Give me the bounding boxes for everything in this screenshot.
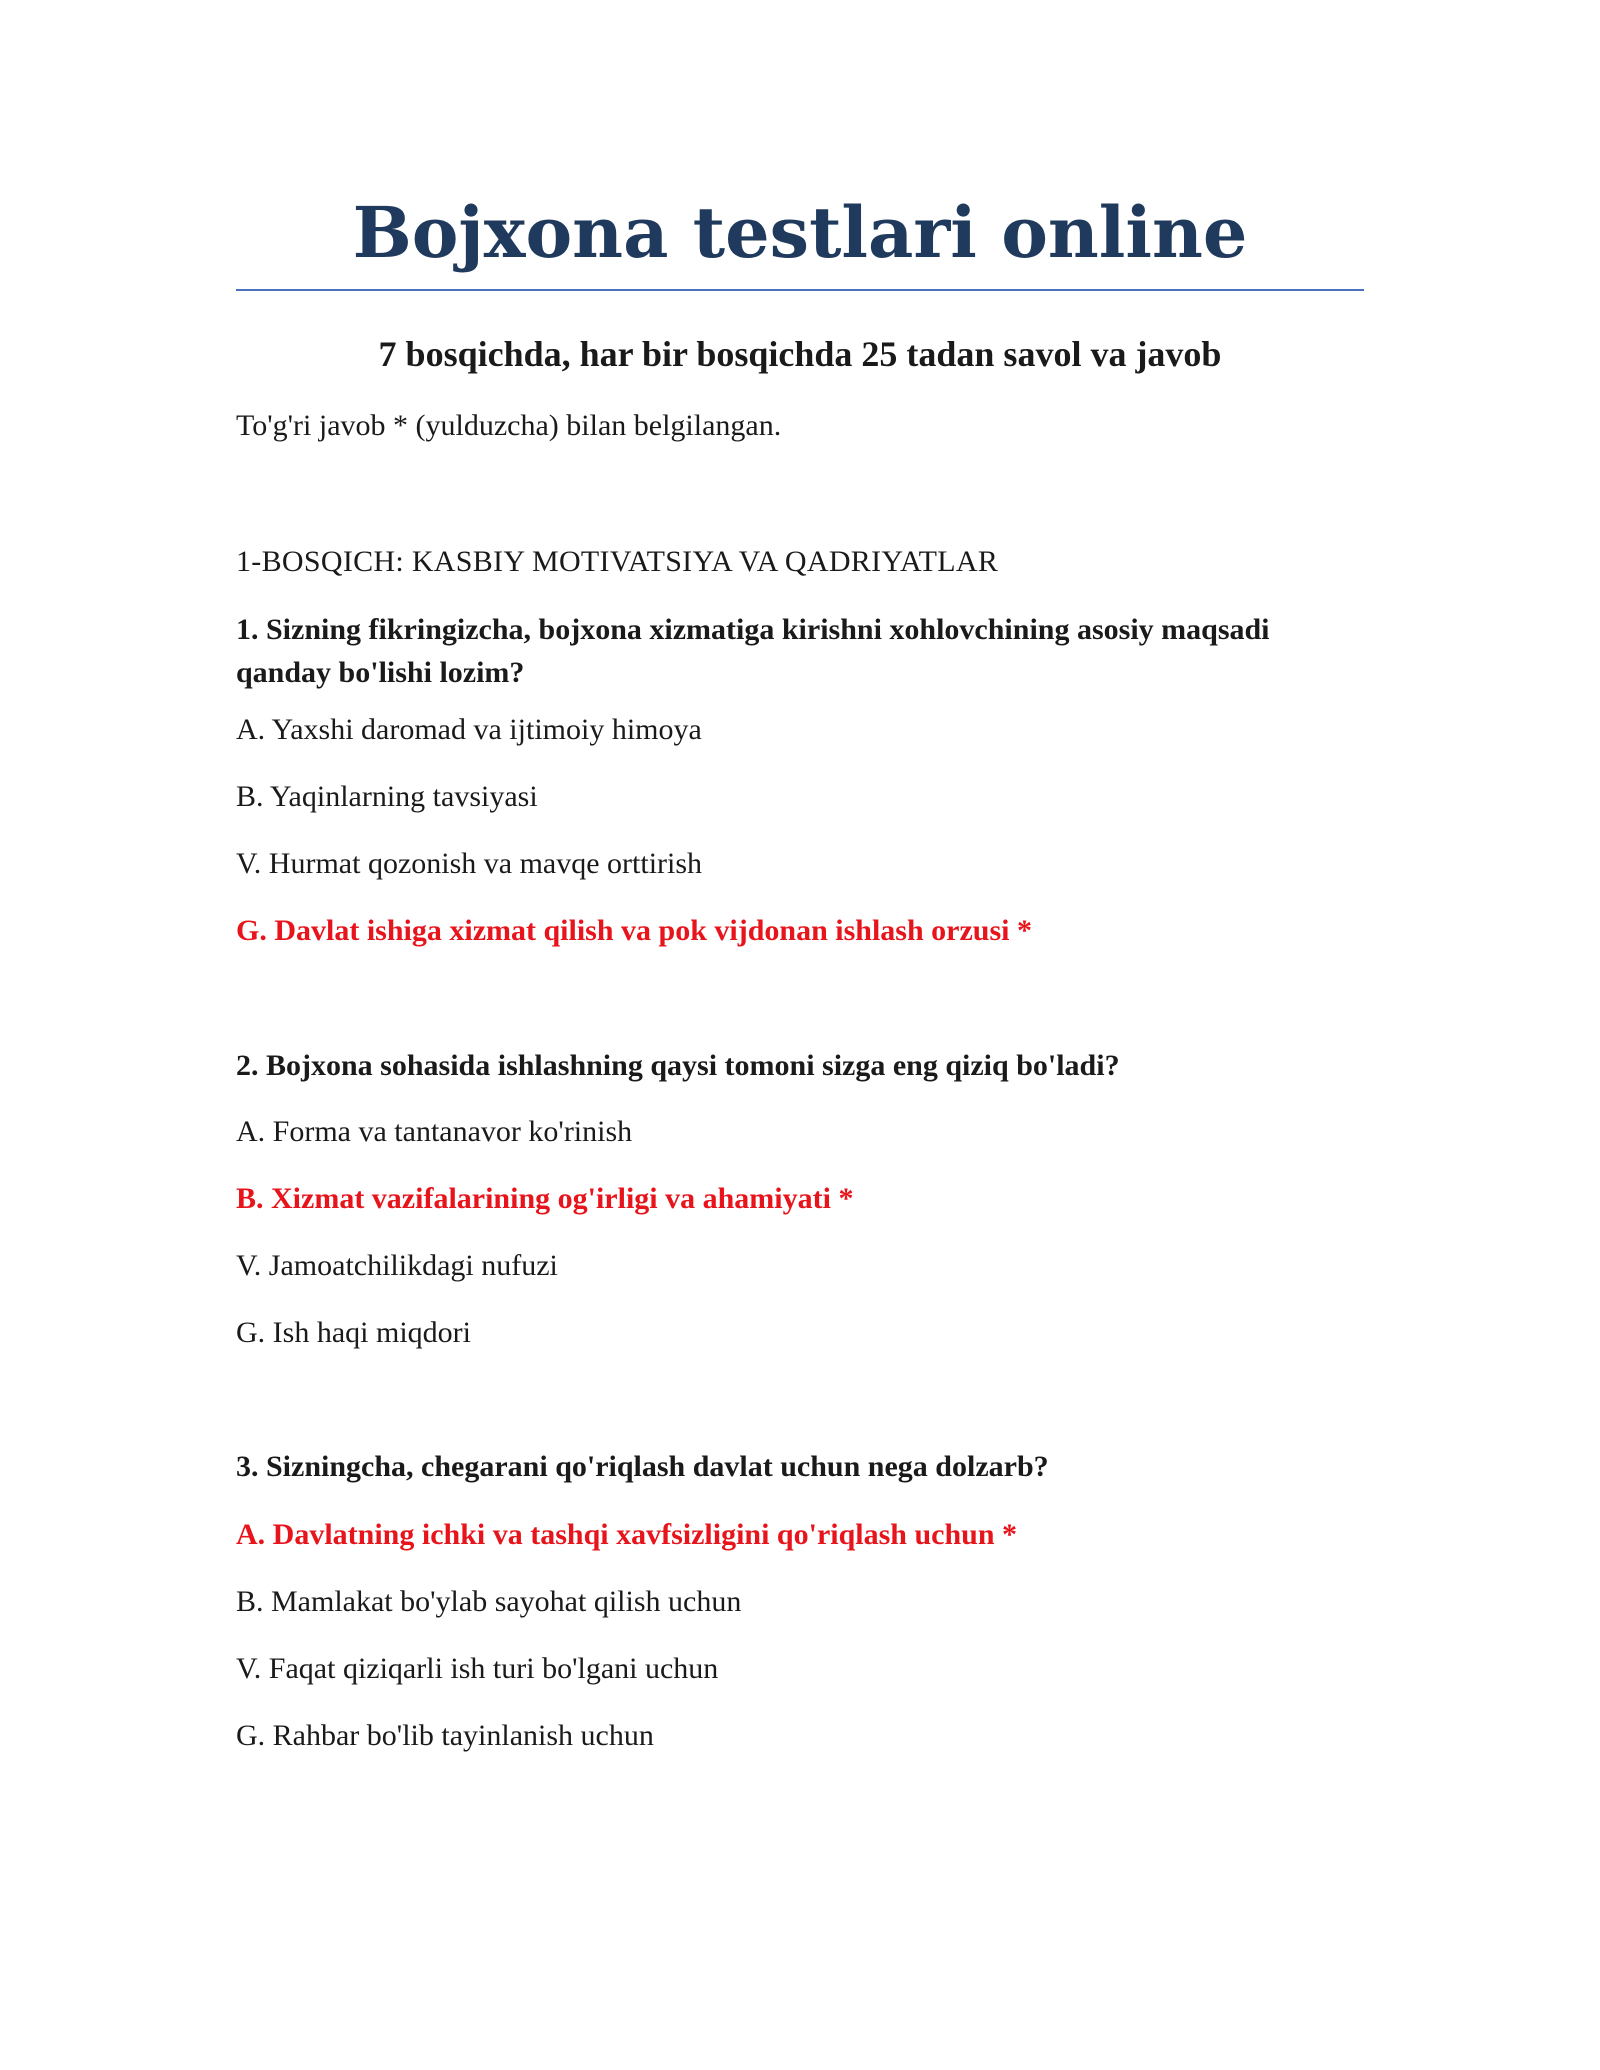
answer-option: A. Forma va tantanavor ko'rinish — [236, 1115, 633, 1148]
answer-option: V. Jamoatchilikdagi nufuzi — [236, 1249, 558, 1282]
page-title: Bojxona testlari online — [352, 191, 1248, 274]
answer-option: V. Faqat qiziqarli ish turi bo'lgani uchun — [236, 1652, 719, 1685]
answer-key-note: To'g'ri javob * (yulduzcha) bilan belgilangan. — [236, 409, 782, 442]
page-subtitle: 7 bosqichda, har bir bosqichda 25 tadan savol va javob — [378, 334, 1222, 374]
answer-option: G. Rahbar bo'lib tayinlanish uchun — [236, 1719, 654, 1752]
answer-option: G. Ish haqi miqdori — [236, 1316, 471, 1349]
correct-answer-option: A. Davlatning ichki va tashqi xavfsizligini qo'riqlash uchun * — [236, 1518, 1018, 1551]
answer-option: V. Hurmat qozonish va mavqe orttirish — [236, 847, 703, 880]
question-text: 2. Bojxona sohasida ishlashning qaysi tomoni sizga eng qiziq bo'ladi? — [236, 1049, 1120, 1082]
answer-option: B. Yaqinlarning tavsiyasi — [236, 780, 538, 813]
correct-answer-option: B. Xizmat vazifalarining og'irligi va ahamiyati * — [236, 1182, 854, 1215]
section-heading: 1-BOSQICH: KASBIY MOTIVATSIYA VA QADRIYATLAR — [236, 545, 999, 578]
question-text: 3. Sizningcha, chegarani qo'riqlash davlat uchun nega dolzarb? — [236, 1450, 1049, 1483]
title-divider — [236, 289, 1364, 291]
answer-option: A. Yaxshi daromad va ijtimoiy himoya — [236, 713, 702, 746]
answer-option: B. Mamlakat bo'ylab sayohat qilish uchun — [236, 1585, 742, 1618]
correct-answer-option: G. Davlat ishiga xizmat qilish va pok vijdonan ishlash orzusi * — [236, 914, 1032, 947]
question-text: 1. Sizning fikringizcha, bojxona xizmatiga kirishni xohlovchining asosiy maqsadi qanday bo'lishi lozim? — [236, 613, 1270, 689]
